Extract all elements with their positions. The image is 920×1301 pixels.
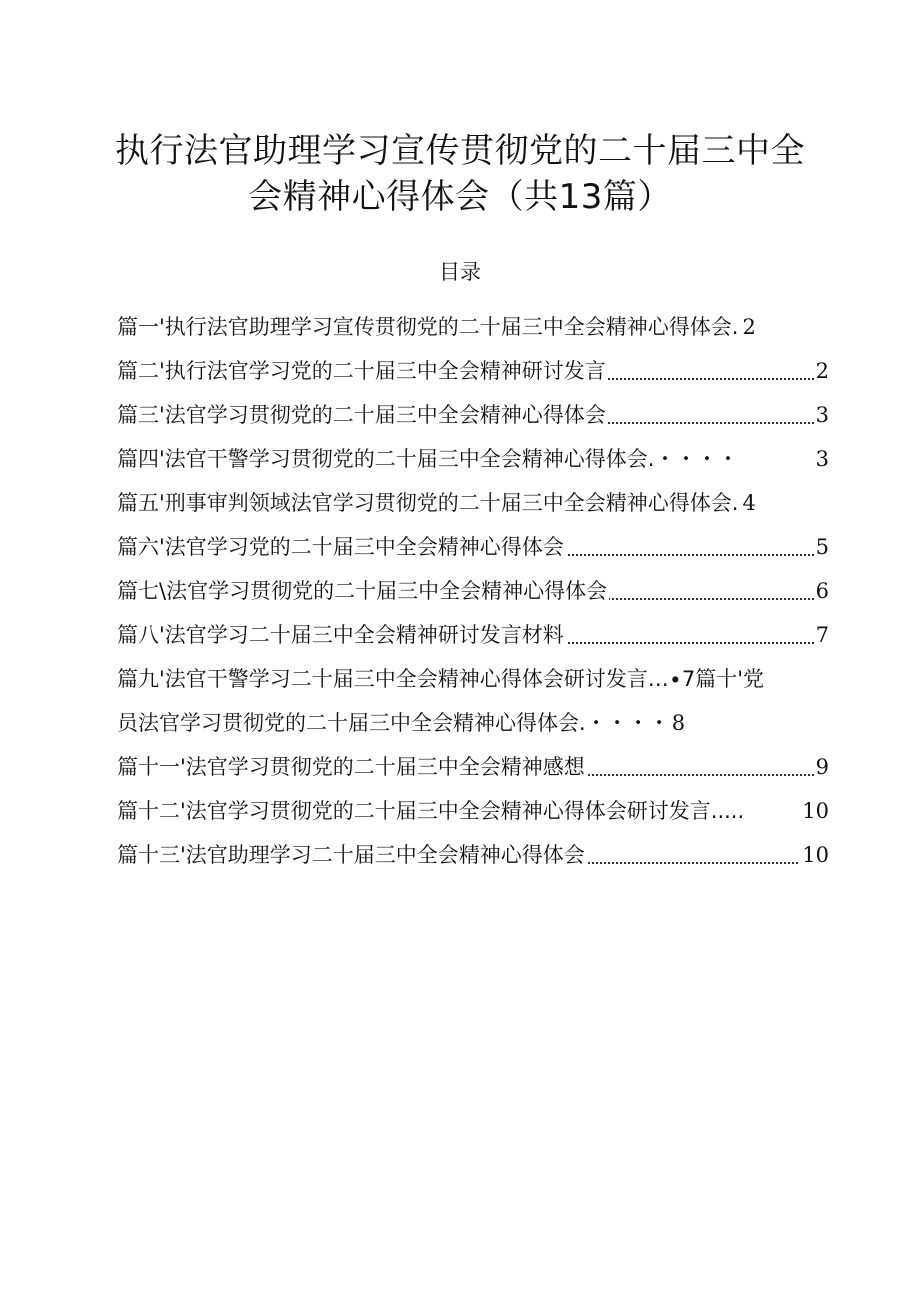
toc-entry-text: 篇三'法官学习贯彻党的二十届三中全会精神心得体会 — [117, 403, 606, 427]
toc-entry-page: 5 — [814, 525, 829, 569]
toc-entry-text: 篇二'执行法官学习党的二十届三中全会精神研讨发言 — [117, 359, 606, 383]
toc-entry-text: 篇六'法官学习党的二十届三中全会精神心得体会 — [117, 535, 564, 559]
toc-heading: 目录 — [439, 260, 481, 284]
toc-entry-text: 员法官学习贯彻党的二十届三中全会精神心得体会.・・・・ — [117, 711, 670, 735]
toc-entry-12[interactable] — [117, 789, 829, 833]
toc-entry-text: 篇十三'法官助理学习二十届三中全会精神心得体会 — [117, 843, 585, 867]
toc-entry-text: 篇十一'法官学习贯彻党的二十届三中全会精神感想 — [117, 755, 585, 779]
toc-entry-page: 3 — [814, 437, 829, 481]
toc-entry-text: 篇一'执行法官助理学习宣传贯彻党的二十届三中全会精神心得体会. — [117, 315, 739, 339]
document-title — [0, 128, 920, 220]
toc-entry-5[interactable] — [117, 481, 829, 525]
toc-entry-text: 篇四'法官干警学习贯彻党的二十届三中全会精神心得体会.・・・・ — [117, 447, 739, 471]
toc-entry-text: 篇七\法官学习贯彻党的二十届三中全会精神心得体会 — [117, 579, 608, 603]
toc-entry-8[interactable] — [117, 613, 829, 657]
toc-entry-11[interactable] — [117, 745, 829, 789]
toc-entry-page: 3 — [814, 393, 829, 437]
toc-entry-13[interactable] — [117, 833, 829, 877]
toc-entry-6[interactable] — [117, 525, 829, 569]
toc-entry-2[interactable] — [117, 349, 829, 393]
table-of-contents — [117, 305, 829, 877]
title-line-1: 执行法官助理学习宣传贯彻党的二十届三中全 — [115, 131, 805, 171]
toc-entry-page: 2 — [814, 349, 829, 393]
toc-entry-text: 篇十二'法官学习贯彻党的二十届三中全会精神心得体会研讨发言..... — [117, 799, 745, 823]
toc-entry-text: 篇九'法官干警学习二十届三中全会精神心得体会研讨发言…∙7篇十'党 — [117, 667, 765, 691]
title-line-2: 会精神心得体会（共13篇） — [248, 177, 672, 217]
toc-entry-page: 2 — [742, 315, 756, 339]
toc-entry-9-continued[interactable] — [117, 701, 829, 745]
toc-entry-4[interactable] — [117, 437, 829, 481]
toc-entry-text: 篇五'刑事审判领域法官学习贯彻党的二十届三中全会精神心得体会. — [117, 491, 739, 515]
toc-entry-page: 4 — [742, 491, 756, 515]
toc-entry-1[interactable] — [117, 305, 829, 349]
toc-entry-page: 7 — [814, 613, 829, 657]
toc-entry-text: 篇八'法官学习二十届三中全会精神研讨发言材料 — [117, 623, 564, 647]
toc-entry-3[interactable] — [117, 393, 829, 437]
toc-entry-page: 10 — [800, 833, 829, 877]
toc-entry-page: 6 — [814, 569, 829, 613]
toc-entry-page: 10 — [800, 789, 829, 833]
toc-entry-9[interactable] — [117, 657, 829, 701]
toc-entry-7[interactable] — [117, 569, 829, 613]
toc-entry-page: 8 — [671, 711, 686, 735]
toc-entry-page: 9 — [814, 745, 829, 789]
